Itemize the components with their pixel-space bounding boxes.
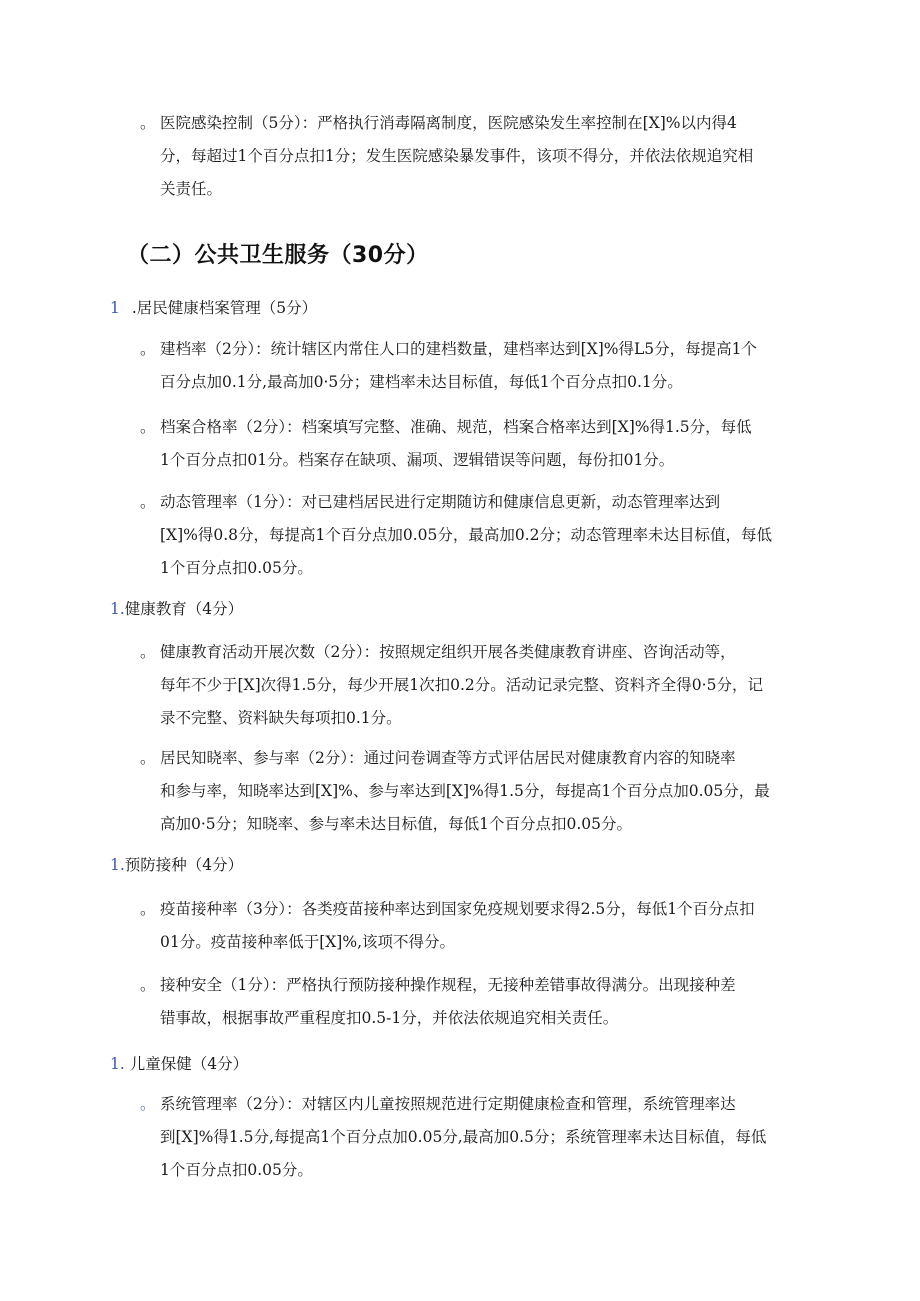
list-item-education-activities — [140, 636, 812, 735]
text-line: 医院感染控制（5分）：严格执行消毒隔离制度，医院感染发生率控制在[X]%以内得4 — [160, 114, 737, 132]
text-line: 系统管理率（2分）：对辖区内儿童按照规范进行定期健康检查和管理，系统管理率达 — [160, 1095, 736, 1113]
subsection-title: 预防接种（4分） — [124, 856, 244, 874]
text-line: 档案合格率（2分）：档案填写完整、准确、规范，档案合格率达到[X]%得1.5分，每低 — [160, 418, 752, 436]
text-line: 健康教育活动开展次数（2分）：按照规定组织开展各类健康教育讲座、咨询活动等， — [160, 643, 736, 661]
list-item-dynamic-management — [140, 486, 812, 585]
text-line: 1个百分点扣0.05分。 — [160, 559, 313, 577]
list-item-text — [140, 107, 812, 206]
text-line: 错事故，根据事故严重程度扣0.5-1分，并依法依规追究相关责任。 — [160, 1009, 619, 1027]
text-line: 1个百分点扣01分。档案存在缺项、漏项、逻辑错误等问题，每份扣01分。 — [160, 451, 675, 469]
text-line: 高加0·5分；知晓率、参与率未达目标值，每低1个百分点扣0.05分。 — [160, 815, 633, 833]
list-item-text — [140, 742, 812, 841]
text-line: 疫苗接种率（3分）：各类疫苗接种率达到国家免疫规划要求得2.5分，每低1个百分点扣 — [160, 900, 755, 918]
bullet-marker: 。 — [140, 643, 156, 661]
bullet-marker: 。 — [140, 114, 156, 132]
list-item-text — [140, 333, 812, 399]
list-item-text — [140, 1088, 812, 1187]
list-item-text — [140, 486, 812, 585]
subsection-heading-vaccination — [110, 853, 243, 877]
text-line: 动态管理率（1分）：对已建档居民进行定期随访和健康信息更新，动态管理率达到 — [160, 493, 721, 511]
text-line: 建档率（2分）：统计辖区内常住人口的建档数量，建档率达到[X]%得L5分，每提高1个 — [160, 340, 757, 358]
text-line: 录不完整、资料缺失每项扣0.1分。 — [160, 709, 402, 727]
bullet-marker: 。 — [140, 1095, 156, 1113]
subsection-number: 1. — [110, 1055, 125, 1073]
list-item-text — [140, 893, 812, 959]
subsection-heading-health-education — [110, 597, 243, 621]
bullet-marker: 。 — [140, 493, 156, 511]
subsection-heading-health-records — [110, 296, 317, 320]
bullet-marker: 。 — [140, 340, 156, 358]
text-line: 接种安全（1分）：严格执行预防接种操作规程，无接种差错事故得满分。出现接种差 — [160, 976, 736, 994]
text-line: 到[X]%得1.5分,每提高1个百分点加0.05分,最高加0.5分；系统管理率未达目标值，每低 — [160, 1128, 767, 1146]
list-item-vaccination-rate — [140, 893, 812, 959]
text-line: [X]%得0.8分，每提高1个百分点加0.05分，最高加0.2分；动态管理率未达目标值，每低 — [160, 526, 773, 544]
list-item-record-rate — [140, 333, 812, 399]
list-item-text — [140, 411, 812, 477]
list-item-text — [140, 636, 812, 735]
list-item-vaccination-safety — [140, 969, 812, 1035]
subsection-heading-child-health — [110, 1052, 248, 1076]
text-line: 1个百分点扣0.05分。 — [160, 1161, 313, 1179]
bullet-marker: 。 — [140, 749, 156, 767]
list-item-record-quality — [140, 411, 812, 477]
list-item-system-management — [140, 1088, 812, 1187]
text-line: 01分。疫苗接种率低于[X]%,该项不得分。 — [160, 933, 456, 951]
subsection-title: 健康教育（4分） — [124, 600, 244, 618]
list-item-awareness-participation — [140, 742, 812, 841]
bullet-marker: 。 — [140, 900, 156, 918]
text-line: 关责任。 — [160, 180, 223, 198]
subsection-title: 儿童保健（4分） — [124, 1055, 249, 1073]
list-item-text — [140, 969, 812, 1035]
text-line: 百分点加0.1分,最高加0·5分；建档率未达目标值，每低1个百分点扣0.1分。 — [160, 373, 683, 391]
list-item-hospital-infection — [140, 107, 812, 206]
text-line: 分，每超过1个百分点扣1分；发生医院感染暴发事件，该项不得分，并依法依规追究相 — [160, 147, 754, 165]
bullet-marker: 。 — [140, 418, 156, 436]
subsection-number: 1. — [110, 600, 125, 618]
section-title: （二）公共卫生服务（30分） — [127, 243, 429, 268]
text-line: 居民知晓率、参与率（2分）：通过问卷调查等方式评估居民对健康教育内容的知晓率 — [160, 749, 736, 767]
text-line: 每年不少于[X]次得1.5分，每少开展1次扣0.2分。活动记录完整、资料齐全得0·5分，记 — [160, 676, 763, 694]
subsection-number: 1 — [110, 299, 120, 317]
subsection-number: 1. — [110, 856, 125, 874]
text-line: 和参与率，知晓率达到[X]%、参与率达到[X]%得1.5分，每提高1个百分点加0.05分，最 — [160, 782, 770, 800]
subsection-title: .居民健康档案管理（5分） — [131, 299, 318, 317]
bullet-marker: 。 — [140, 976, 156, 994]
